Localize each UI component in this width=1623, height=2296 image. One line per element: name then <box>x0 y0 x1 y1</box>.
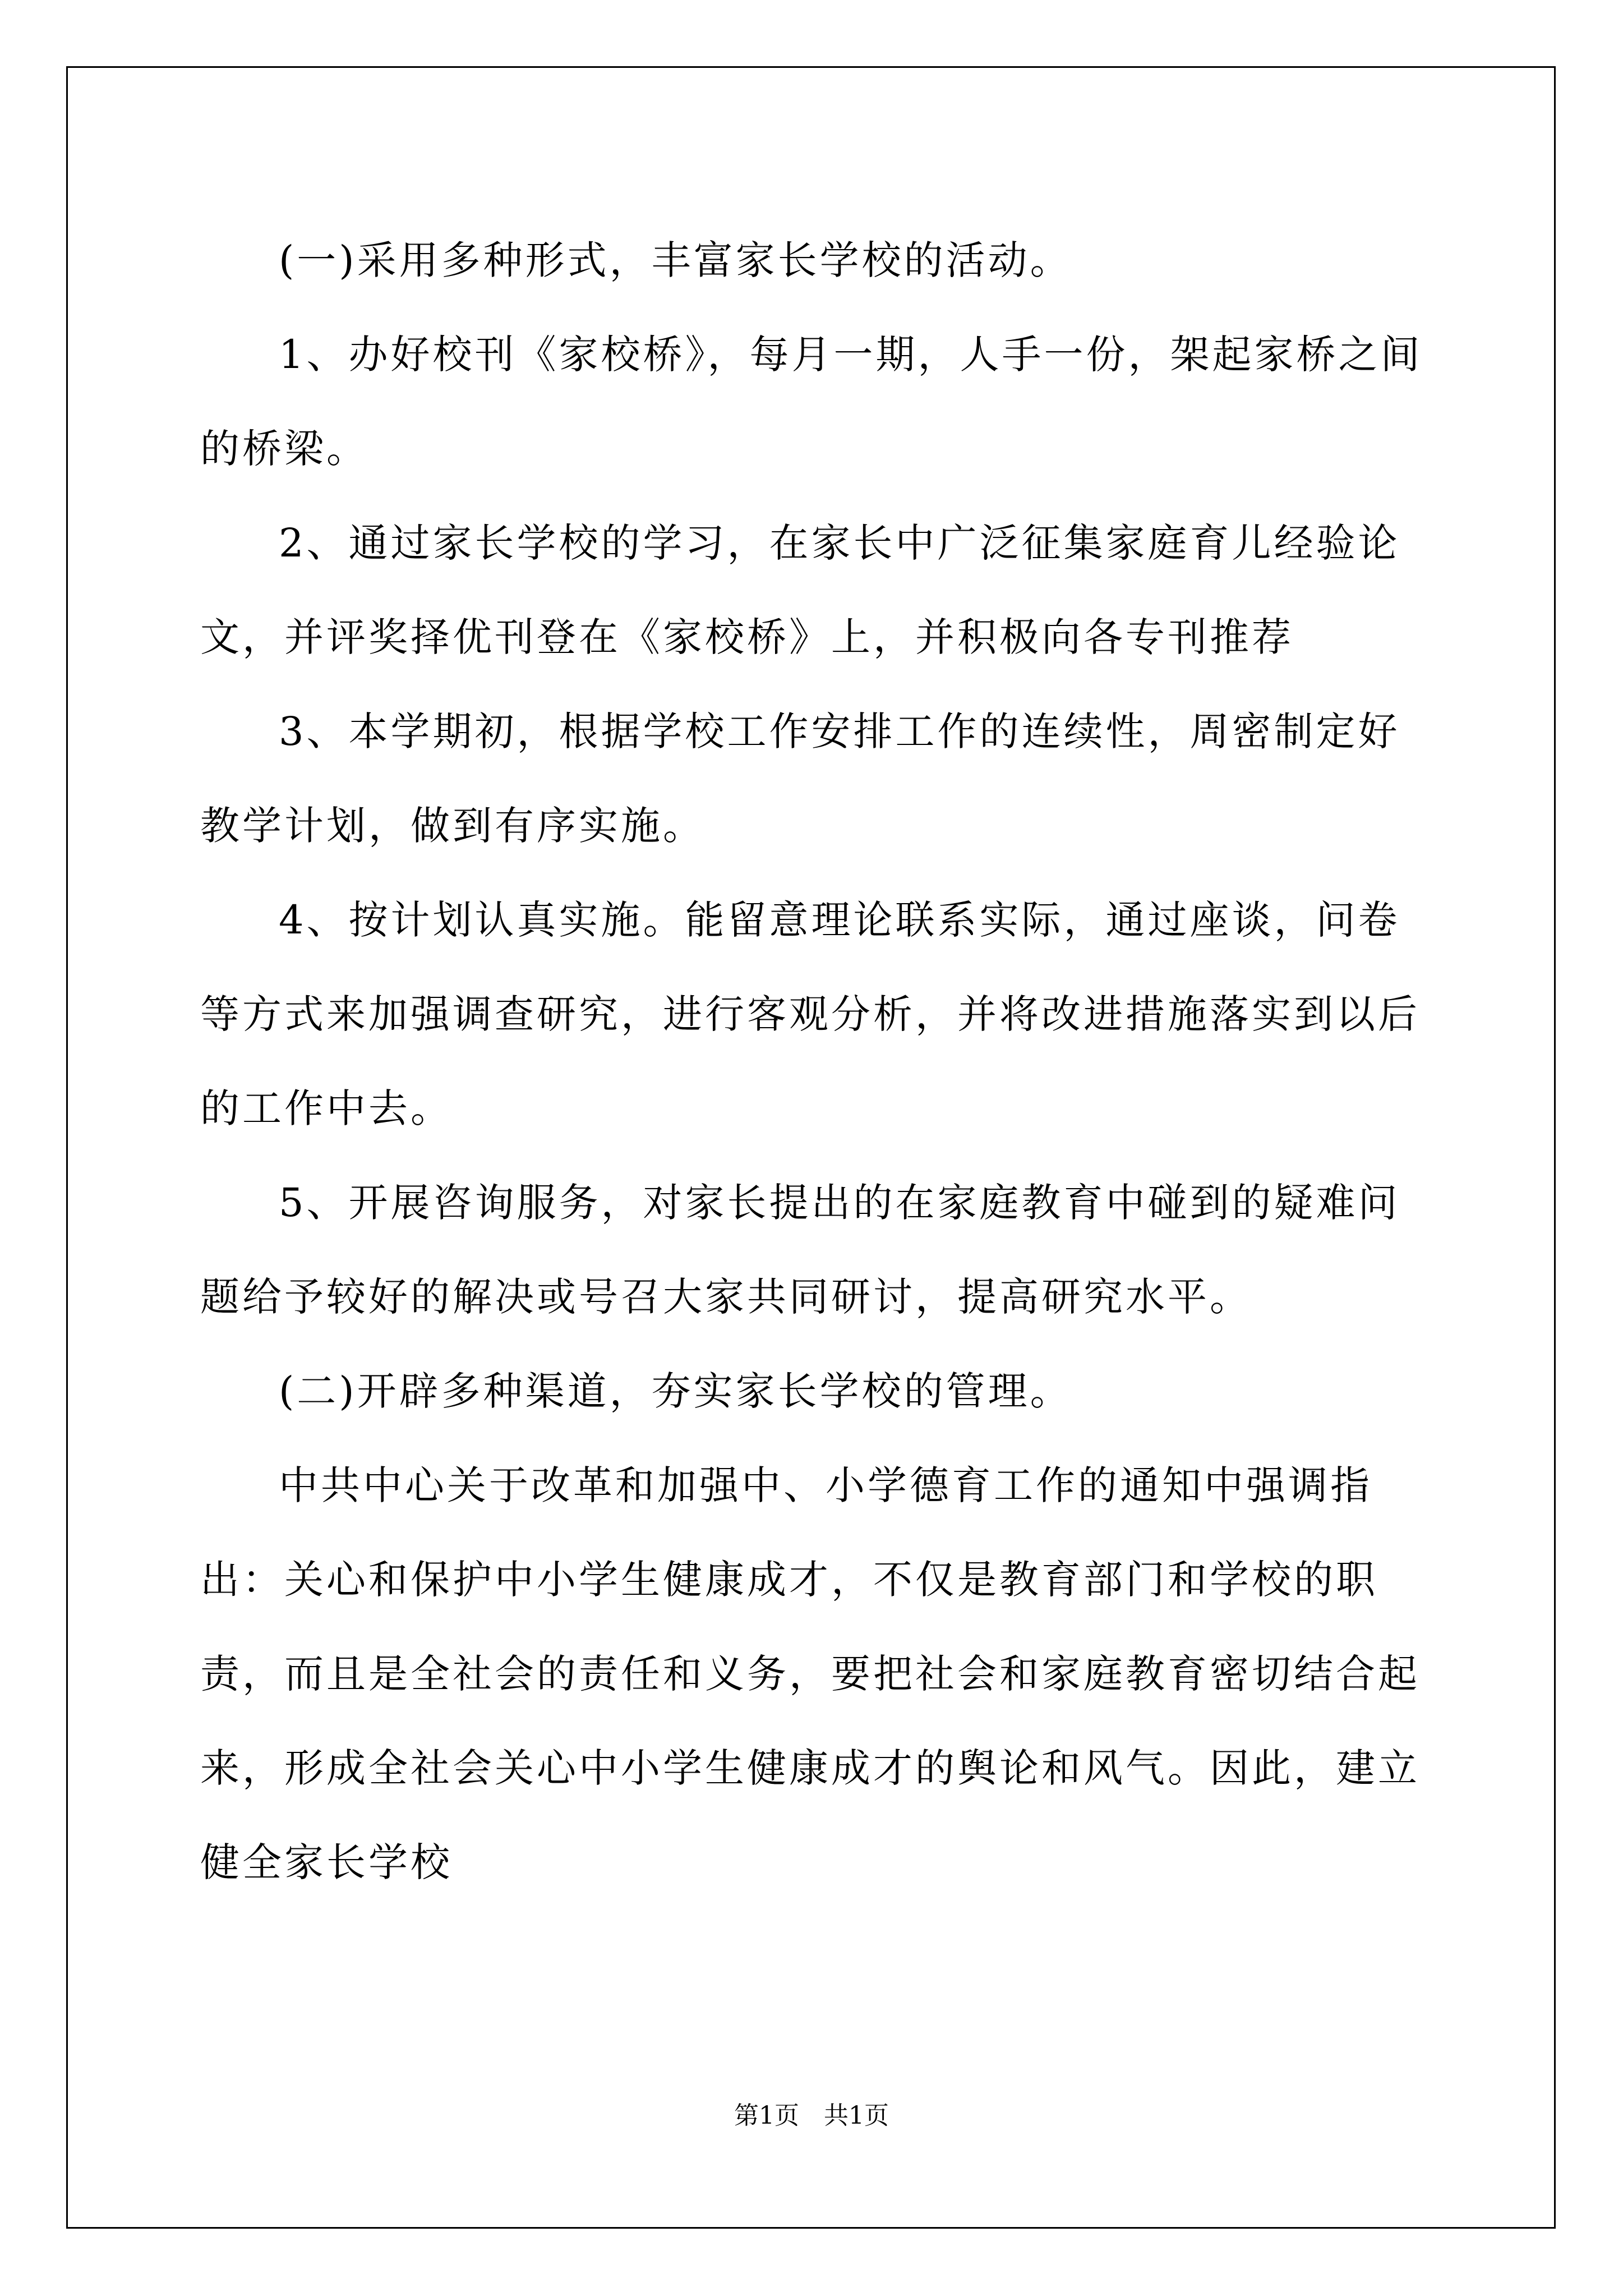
paragraph: 中共中心关于改革和加强中、小学德育工作的通知中强调指出：关心和保护中小学生健康成才，不仅是教育部门和学校的职责，而且是全社会的责任和义务，要把社会和家庭教育密切结合起来，形成全社会关心中小学生健康成才的舆论和风气。因此，建立健全家长学校 <box>200 1462 1420 1885</box>
paragraph: (二)开辟多种渠道，夯实家长学校的管理。 <box>279 1368 1072 1414</box>
paragraph: 1、办好校刊《家校桥》，每月一期，人手一份，架起家桥之间的桥梁。 <box>200 332 1423 472</box>
paragraph: 3、本学期初，根据学校工作安排工作的连续性，周密制定好教学计划，做到有序实施。 <box>200 708 1400 849</box>
page-total: 共1页 <box>824 2101 889 2130</box>
page-number: 第1页 <box>734 2101 799 2130</box>
paragraph: 5、开展咨询服务，对家长提出的在家庭教育中碰到的疑难问题给予较好的解决或号召大家共同研讨，提高研究水平。 <box>200 1180 1400 1320</box>
paragraph: 4、按计划认真实施。能留意理论联系实际，通过座谈，问卷等方式来加强调查研究，进行客观分析，并将改进措施落实到以后的工作中去。 <box>200 897 1420 1131</box>
paragraph: 2、通过家长学校的学习，在家长中广泛征集家庭育儿经验论文，并评奖择优刊登在《家校桥》上，并积极向各专刊推荐 <box>200 520 1400 660</box>
document-body <box>200 213 1434 1910</box>
page-footer <box>0 2099 1623 2133</box>
paragraph: (一)采用多种形式，丰富家长学校的活动。 <box>279 237 1072 283</box>
